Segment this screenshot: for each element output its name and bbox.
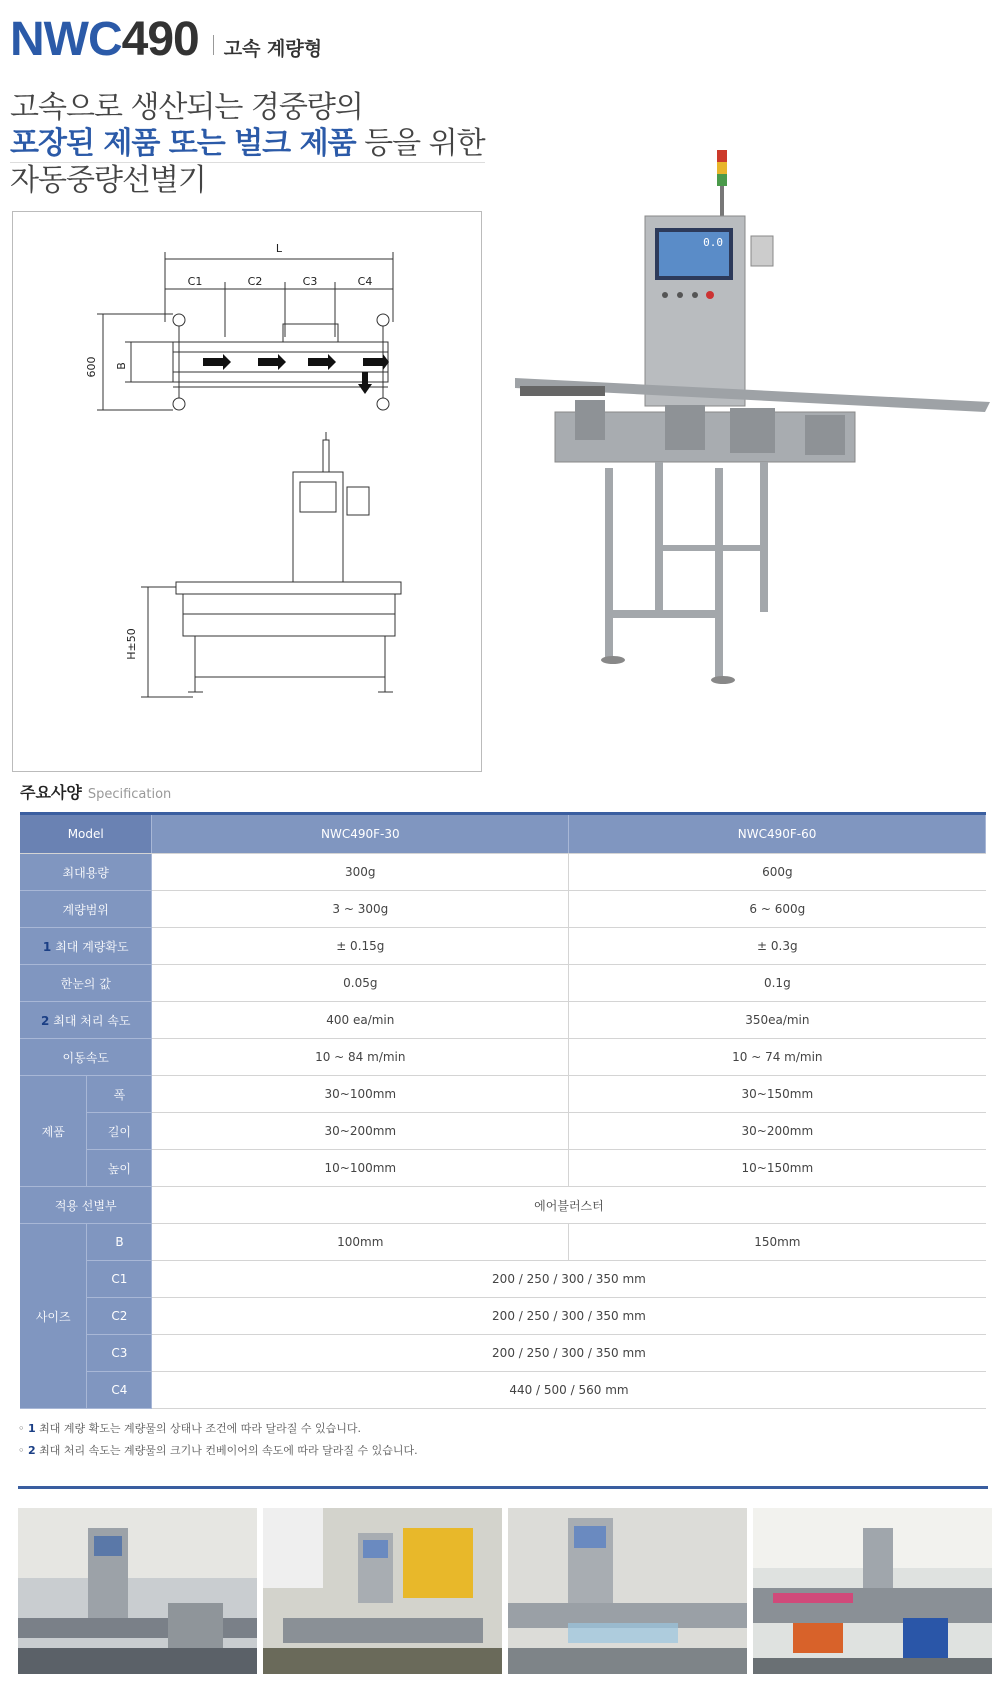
table-row — [20, 1298, 986, 1335]
table-row — [20, 1076, 986, 1113]
footnote-1-text: 최대 계량 확도는 계량물의 상태나 조건에 따라 달라질 수 있습니다. — [39, 1422, 362, 1435]
table-row — [20, 1039, 986, 1076]
headline — [10, 90, 485, 199]
row-label: 높이 — [87, 1150, 152, 1187]
table-row — [20, 891, 986, 928]
brand-prefix: NWC — [10, 13, 122, 66]
row-label — [20, 1002, 152, 1039]
dim-label-b: B — [115, 362, 128, 370]
table-row — [20, 854, 986, 891]
row-label: 계량범위 — [20, 891, 152, 928]
row-label: 길이 — [87, 1113, 152, 1150]
cell-value: 30~200mm — [152, 1113, 569, 1150]
cell-value: 200 / 250 / 300 / 350 mm — [152, 1298, 986, 1335]
cell-value: 300g — [152, 854, 569, 891]
table-row — [20, 1224, 986, 1261]
table-row — [20, 1002, 986, 1039]
row-label — [20, 928, 152, 965]
row-label: 한눈의 값 — [20, 965, 152, 1002]
row-label-text: 최대 처리 속도 — [53, 1013, 131, 1028]
dim-label-c1: C1 — [187, 275, 203, 288]
product-photo — [515, 150, 990, 750]
row-label: B — [87, 1224, 152, 1261]
footnote-marker: 1 — [42, 939, 52, 954]
footnote-2-num: 2 — [28, 1444, 36, 1457]
installation-gallery — [18, 1508, 992, 1674]
row-label: 적용 선별부 — [20, 1187, 152, 1224]
table-row — [20, 1261, 986, 1298]
header-separator — [213, 35, 214, 55]
headline-line-2-rest: 등을 위한 — [355, 126, 485, 161]
cell-value: 600g — [569, 854, 986, 891]
table-row — [20, 1113, 986, 1150]
gallery-photo-4 — [753, 1508, 992, 1674]
row-label: C2 — [87, 1298, 152, 1335]
headline-highlight: 포장된 제품 또는 벌크 제품 — [10, 126, 356, 161]
spec-header-m2: NWC490F-60 — [569, 814, 986, 854]
table-row — [20, 928, 986, 965]
cell-value: 10 ~ 84 m/min — [152, 1039, 569, 1076]
table-row — [20, 1372, 986, 1409]
row-label-text: 최대 계량확도 — [55, 939, 129, 954]
table-row — [20, 1335, 986, 1372]
table-row — [20, 1150, 986, 1187]
dim-label-h: H±50 — [125, 628, 138, 660]
dim-label-l: L — [275, 242, 283, 255]
dim-label-600: 600 — [85, 356, 98, 378]
footnote-1: ◦ 1 최대 계량 확도는 계량물의 상태나 조건에 따라 달라질 수 있습니다. — [18, 1422, 362, 1435]
row-label: 폭 — [87, 1076, 152, 1113]
cell-value: 30~100mm — [152, 1076, 569, 1113]
group-label: 사이즈 — [20, 1224, 87, 1409]
spec-header-m1: NWC490F-30 — [152, 814, 569, 854]
cell-value: 150mm — [569, 1224, 986, 1261]
table-row — [20, 965, 986, 1002]
footnote-1-num: 1 — [28, 1422, 36, 1435]
group-label: 제품 — [20, 1076, 87, 1187]
gallery-photo-2 — [263, 1508, 502, 1674]
row-label: C3 — [87, 1335, 152, 1372]
cell-value: 350ea/min — [569, 1002, 986, 1039]
cell-value: 200 / 250 / 300 / 350 mm — [152, 1335, 986, 1372]
footnote-marker: 2 — [40, 1013, 50, 1028]
row-label: C1 — [87, 1261, 152, 1298]
brand-logo — [10, 12, 199, 67]
headline-line-1: 고속으로 생산되는 경중량의 — [10, 90, 363, 125]
row-label: 이동속도 — [20, 1039, 152, 1076]
row-label: C4 — [87, 1372, 152, 1409]
technical-drawing — [12, 211, 482, 772]
footnote-2-text: 최대 처리 속도는 계량물의 크기나 컨베이어의 속도에 따라 달라질 수 있습니다. — [39, 1444, 418, 1457]
spec-table — [20, 812, 986, 1409]
spec-title-ko: 주요사양 — [20, 783, 82, 802]
cell-value: 10 ~ 74 m/min — [569, 1039, 986, 1076]
dim-label-c4: C4 — [357, 275, 373, 288]
cell-value: 100mm — [152, 1224, 569, 1261]
headline-line-2 — [10, 126, 485, 163]
cell-value: 30~200mm — [569, 1113, 986, 1150]
footnotes — [18, 1418, 418, 1462]
table-row — [20, 1187, 986, 1224]
cell-value: 440 / 500 / 560 mm — [152, 1372, 986, 1409]
cell-value: ± 0.3g — [569, 928, 986, 965]
dim-label-c2: C2 — [247, 275, 263, 288]
section-divider — [18, 1486, 988, 1489]
cell-value: 0.05g — [152, 965, 569, 1002]
cell-value: 30~150mm — [569, 1076, 986, 1113]
footnote-2: ◦ 2 최대 처리 속도는 계량물의 크기나 컨베이어의 속도에 따라 달라질 수 있습니다. — [18, 1444, 418, 1457]
gallery-photo-1 — [18, 1508, 257, 1674]
drawing-svg — [13, 212, 483, 773]
headline-line-3: 자동중량선별기 — [10, 163, 206, 198]
row-label: 최대용량 — [20, 854, 152, 891]
cell-value: 400 ea/min — [152, 1002, 569, 1039]
spec-title-en: Specification — [87, 787, 172, 802]
brand-number: 490 — [121, 13, 199, 66]
page-header — [10, 12, 322, 67]
product-subtype: 고속 계량형 — [223, 38, 323, 60]
cell-value: 3 ~ 300g — [152, 891, 569, 928]
spec-header-row — [20, 814, 986, 854]
cell-value: 200 / 250 / 300 / 350 mm — [152, 1261, 986, 1298]
cell-value: 에어블러스터 — [152, 1187, 986, 1224]
spec-title — [20, 780, 171, 803]
cell-value: 0.1g — [569, 965, 986, 1002]
cell-value: 10~100mm — [152, 1150, 569, 1187]
machine-illustration — [515, 150, 990, 750]
spec-header-model: Model — [20, 814, 152, 854]
cell-value: ± 0.15g — [152, 928, 569, 965]
screen-readout: 0.0 — [703, 236, 723, 249]
cell-value: 6 ~ 600g — [569, 891, 986, 928]
cell-value: 10~150mm — [569, 1150, 986, 1187]
dim-label-c3: C3 — [302, 275, 318, 288]
gallery-photo-3 — [508, 1508, 747, 1674]
